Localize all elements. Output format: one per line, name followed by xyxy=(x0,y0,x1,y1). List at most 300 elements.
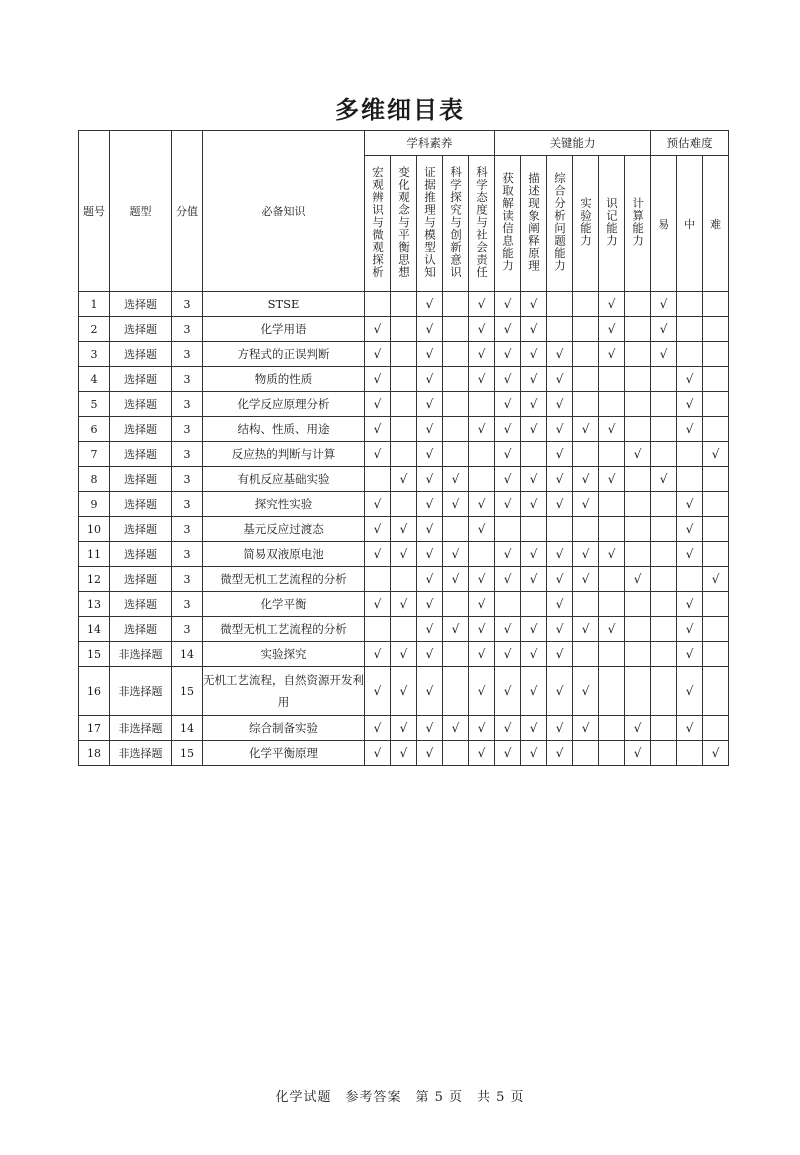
empty-cell xyxy=(599,741,625,766)
header-literacy-2 xyxy=(391,156,417,292)
check-mark: √ xyxy=(599,467,625,492)
check-mark: √ xyxy=(547,542,573,567)
check-mark: √ xyxy=(677,592,703,617)
empty-cell xyxy=(625,392,651,417)
check-mark: √ xyxy=(625,716,651,741)
header-literacy-2-label: 变化观念与平衡思想 xyxy=(397,165,411,279)
check-mark: √ xyxy=(469,617,495,642)
check-mark: √ xyxy=(417,567,443,592)
empty-cell xyxy=(443,592,469,617)
check-mark: √ xyxy=(599,317,625,342)
empty-cell xyxy=(625,617,651,642)
empty-cell xyxy=(391,442,417,467)
cell-question-no: 8 xyxy=(79,467,110,492)
check-mark: √ xyxy=(521,492,547,517)
cell-score: 3 xyxy=(172,492,203,517)
empty-cell xyxy=(391,367,417,392)
check-mark: √ xyxy=(573,716,599,741)
cell-knowledge: 化学用语 xyxy=(203,317,365,342)
header-ability-3-label: 综合分析问题能力 xyxy=(553,172,568,272)
cell-score: 3 xyxy=(172,542,203,567)
check-mark: √ xyxy=(391,592,417,617)
header-ability-2 xyxy=(521,156,547,292)
empty-cell xyxy=(651,567,677,592)
header-ability-3 xyxy=(547,156,573,292)
check-mark: √ xyxy=(469,592,495,617)
header-literacy-4 xyxy=(443,156,469,292)
check-mark: √ xyxy=(521,417,547,442)
cell-knowledge: STSE xyxy=(203,292,365,317)
cell-knowledge: 无机工艺流程，自然资源开发利用 xyxy=(203,667,365,716)
check-mark: √ xyxy=(677,367,703,392)
empty-cell xyxy=(625,342,651,367)
header-score: 分值 xyxy=(172,131,203,292)
check-mark: √ xyxy=(469,342,495,367)
check-mark: √ xyxy=(521,642,547,667)
check-mark: √ xyxy=(677,392,703,417)
check-mark: √ xyxy=(677,642,703,667)
check-mark: √ xyxy=(599,292,625,317)
check-mark: √ xyxy=(495,617,521,642)
check-mark: √ xyxy=(417,667,443,716)
empty-cell xyxy=(625,642,651,667)
check-mark: √ xyxy=(521,567,547,592)
empty-cell xyxy=(625,517,651,542)
empty-cell xyxy=(391,492,417,517)
check-mark: √ xyxy=(417,467,443,492)
cell-question-no: 15 xyxy=(79,642,110,667)
cell-score: 3 xyxy=(172,417,203,442)
check-mark: √ xyxy=(651,292,677,317)
cell-question-type: 选择题 xyxy=(110,417,172,442)
table-row xyxy=(79,542,729,567)
cell-score: 14 xyxy=(172,642,203,667)
empty-cell xyxy=(391,392,417,417)
check-mark: √ xyxy=(391,542,417,567)
check-mark: √ xyxy=(521,741,547,766)
check-mark: √ xyxy=(547,492,573,517)
empty-cell xyxy=(391,317,417,342)
cell-score: 3 xyxy=(172,442,203,467)
check-mark: √ xyxy=(547,467,573,492)
check-mark: √ xyxy=(365,741,391,766)
empty-cell xyxy=(651,492,677,517)
cell-score: 3 xyxy=(172,567,203,592)
table-row xyxy=(79,317,729,342)
header-no: 题号 xyxy=(79,131,110,292)
empty-cell xyxy=(703,392,729,417)
empty-cell xyxy=(495,517,521,542)
check-mark: √ xyxy=(365,716,391,741)
table-row xyxy=(79,467,729,492)
cell-question-no: 5 xyxy=(79,392,110,417)
check-mark: √ xyxy=(677,716,703,741)
empty-cell xyxy=(651,667,677,716)
check-mark: √ xyxy=(547,342,573,367)
cell-question-no: 18 xyxy=(79,741,110,766)
check-mark: √ xyxy=(547,716,573,741)
table-row xyxy=(79,567,729,592)
table-row xyxy=(79,517,729,542)
empty-cell xyxy=(651,741,677,766)
cell-knowledge: 综合制备实验 xyxy=(203,716,365,741)
empty-cell xyxy=(651,417,677,442)
cell-knowledge: 方程式的正误判断 xyxy=(203,342,365,367)
check-mark: √ xyxy=(391,642,417,667)
empty-cell xyxy=(469,467,495,492)
check-mark: √ xyxy=(547,367,573,392)
empty-cell xyxy=(573,317,599,342)
cell-knowledge: 实验探究 xyxy=(203,642,365,667)
check-mark: √ xyxy=(625,567,651,592)
check-mark: √ xyxy=(703,442,729,467)
table-row xyxy=(79,716,729,741)
header-group-ability: 关键能力 xyxy=(495,131,651,156)
check-mark: √ xyxy=(391,517,417,542)
check-mark: √ xyxy=(365,442,391,467)
table-row xyxy=(79,741,729,766)
check-mark: √ xyxy=(365,592,391,617)
header-knowledge: 必备知识 xyxy=(203,131,365,292)
empty-cell xyxy=(573,367,599,392)
empty-cell xyxy=(625,292,651,317)
check-mark: √ xyxy=(495,367,521,392)
check-mark: √ xyxy=(547,567,573,592)
empty-cell xyxy=(443,317,469,342)
check-mark: √ xyxy=(469,417,495,442)
check-mark: √ xyxy=(521,542,547,567)
check-mark: √ xyxy=(469,642,495,667)
empty-cell xyxy=(443,741,469,766)
check-mark: √ xyxy=(677,667,703,716)
check-mark: √ xyxy=(495,417,521,442)
check-mark: √ xyxy=(469,492,495,517)
check-mark: √ xyxy=(495,492,521,517)
check-mark: √ xyxy=(573,467,599,492)
check-mark: √ xyxy=(573,667,599,716)
header-type: 题型 xyxy=(110,131,172,292)
empty-cell xyxy=(677,442,703,467)
cell-question-type: 选择题 xyxy=(110,617,172,642)
check-mark: √ xyxy=(547,592,573,617)
empty-cell xyxy=(443,517,469,542)
empty-cell xyxy=(703,367,729,392)
cell-score: 3 xyxy=(172,342,203,367)
check-mark: √ xyxy=(495,542,521,567)
header-ability-6-label: 计算能力 xyxy=(631,197,646,247)
check-mark: √ xyxy=(495,292,521,317)
empty-cell xyxy=(703,317,729,342)
cell-score: 3 xyxy=(172,317,203,342)
empty-cell xyxy=(625,367,651,392)
cell-question-type: 选择题 xyxy=(110,392,172,417)
empty-cell xyxy=(469,542,495,567)
check-mark: √ xyxy=(495,467,521,492)
cell-score: 14 xyxy=(172,716,203,741)
table-row xyxy=(79,667,729,716)
cell-question-type: 选择题 xyxy=(110,467,172,492)
check-mark: √ xyxy=(417,342,443,367)
check-mark: √ xyxy=(521,467,547,492)
cell-knowledge: 微型无机工艺流程的分析 xyxy=(203,567,365,592)
header-literacy-3-label: 证据推理与模型认知 xyxy=(423,165,437,279)
cell-score: 15 xyxy=(172,741,203,766)
check-mark: √ xyxy=(469,567,495,592)
cell-knowledge: 探究性实验 xyxy=(203,492,365,517)
header-difficulty-2-label: 中 xyxy=(684,217,696,231)
table-row xyxy=(79,442,729,467)
empty-cell xyxy=(703,592,729,617)
table-row xyxy=(79,367,729,392)
cell-question-type: 选择题 xyxy=(110,567,172,592)
cell-question-no: 16 xyxy=(79,667,110,716)
empty-cell xyxy=(599,592,625,617)
empty-cell xyxy=(547,517,573,542)
cell-score: 3 xyxy=(172,617,203,642)
cell-question-no: 7 xyxy=(79,442,110,467)
empty-cell xyxy=(521,517,547,542)
check-mark: √ xyxy=(417,367,443,392)
empty-cell xyxy=(599,567,625,592)
cell-knowledge: 反应热的判断与计算 xyxy=(203,442,365,467)
empty-cell xyxy=(703,342,729,367)
table-row xyxy=(79,492,729,517)
empty-cell xyxy=(443,292,469,317)
check-mark: √ xyxy=(521,667,547,716)
specification-table xyxy=(78,130,729,766)
empty-cell xyxy=(469,442,495,467)
header-literacy-4-label: 科学探究与创新意识 xyxy=(449,165,463,279)
empty-cell xyxy=(391,567,417,592)
cell-question-no: 9 xyxy=(79,492,110,517)
empty-cell xyxy=(573,342,599,367)
cell-question-type: 选择题 xyxy=(110,492,172,517)
header-literacy-1 xyxy=(365,156,391,292)
check-mark: √ xyxy=(521,367,547,392)
empty-cell xyxy=(391,342,417,367)
empty-cell xyxy=(599,667,625,716)
empty-cell xyxy=(703,617,729,642)
check-mark: √ xyxy=(469,317,495,342)
check-mark: √ xyxy=(495,442,521,467)
empty-cell xyxy=(365,617,391,642)
check-mark: √ xyxy=(365,517,391,542)
check-mark: √ xyxy=(703,567,729,592)
table-row xyxy=(79,342,729,367)
empty-cell xyxy=(521,442,547,467)
check-mark: √ xyxy=(417,716,443,741)
cell-question-no: 14 xyxy=(79,617,110,642)
empty-cell xyxy=(651,442,677,467)
cell-score: 3 xyxy=(172,367,203,392)
empty-cell xyxy=(625,467,651,492)
cell-question-type: 选择题 xyxy=(110,517,172,542)
empty-cell xyxy=(677,741,703,766)
empty-cell xyxy=(703,492,729,517)
header-difficulty-1 xyxy=(651,156,677,292)
empty-cell xyxy=(599,492,625,517)
cell-question-type: 选择题 xyxy=(110,367,172,392)
empty-cell xyxy=(625,667,651,716)
empty-cell xyxy=(703,417,729,442)
check-mark: √ xyxy=(521,617,547,642)
check-mark: √ xyxy=(417,442,443,467)
page-title: 多维细目表 xyxy=(335,96,465,124)
cell-knowledge: 微型无机工艺流程的分析 xyxy=(203,617,365,642)
empty-cell xyxy=(573,292,599,317)
check-mark: √ xyxy=(365,317,391,342)
check-mark: √ xyxy=(469,292,495,317)
empty-cell xyxy=(365,292,391,317)
empty-cell xyxy=(703,517,729,542)
empty-cell xyxy=(651,617,677,642)
empty-cell xyxy=(443,667,469,716)
empty-cell xyxy=(573,442,599,467)
empty-cell xyxy=(573,741,599,766)
check-mark: √ xyxy=(495,642,521,667)
check-mark: √ xyxy=(495,342,521,367)
check-mark: √ xyxy=(677,417,703,442)
empty-cell xyxy=(703,467,729,492)
empty-cell xyxy=(651,542,677,567)
empty-cell xyxy=(391,292,417,317)
table-row xyxy=(79,642,729,667)
check-mark: √ xyxy=(495,667,521,716)
check-mark: √ xyxy=(365,642,391,667)
check-mark: √ xyxy=(625,442,651,467)
cell-question-no: 2 xyxy=(79,317,110,342)
empty-cell xyxy=(651,517,677,542)
table-row xyxy=(79,592,729,617)
empty-cell xyxy=(651,642,677,667)
check-mark: √ xyxy=(547,442,573,467)
check-mark: √ xyxy=(443,617,469,642)
check-mark: √ xyxy=(469,367,495,392)
table-row xyxy=(79,417,729,442)
header-ability-5 xyxy=(599,156,625,292)
header-ability-2-label: 描述现象阐释原理 xyxy=(527,172,542,272)
header-ability-4 xyxy=(573,156,599,292)
empty-cell xyxy=(573,392,599,417)
cell-question-no: 1 xyxy=(79,292,110,317)
empty-cell xyxy=(443,342,469,367)
header-difficulty-2 xyxy=(677,156,703,292)
check-mark: √ xyxy=(677,517,703,542)
cell-question-type: 选择题 xyxy=(110,342,172,367)
check-mark: √ xyxy=(365,417,391,442)
empty-cell xyxy=(443,642,469,667)
check-mark: √ xyxy=(391,716,417,741)
cell-question-type: 非选择题 xyxy=(110,667,172,716)
check-mark: √ xyxy=(521,317,547,342)
empty-cell xyxy=(677,467,703,492)
empty-cell xyxy=(573,642,599,667)
cell-knowledge: 有机反应基础实验 xyxy=(203,467,365,492)
check-mark: √ xyxy=(365,542,391,567)
check-mark: √ xyxy=(417,542,443,567)
check-mark: √ xyxy=(495,567,521,592)
empty-cell xyxy=(625,542,651,567)
cell-question-type: 选择题 xyxy=(110,442,172,467)
cell-knowledge: 化学平衡原理 xyxy=(203,741,365,766)
empty-cell xyxy=(443,442,469,467)
header-ability-1-label: 获取解读信息能力 xyxy=(501,172,516,272)
check-mark: √ xyxy=(651,467,677,492)
check-mark: √ xyxy=(573,417,599,442)
cell-question-no: 4 xyxy=(79,367,110,392)
header-difficulty-3-label: 难 xyxy=(710,217,722,231)
check-mark: √ xyxy=(573,617,599,642)
check-mark: √ xyxy=(417,642,443,667)
empty-cell xyxy=(547,292,573,317)
check-mark: √ xyxy=(365,667,391,716)
table-row xyxy=(79,617,729,642)
check-mark: √ xyxy=(547,392,573,417)
header-literacy-1-label: 宏观辨识与微观探析 xyxy=(371,165,385,279)
cell-question-no: 10 xyxy=(79,517,110,542)
empty-cell xyxy=(703,642,729,667)
empty-cell xyxy=(677,567,703,592)
check-mark: √ xyxy=(365,342,391,367)
check-mark: √ xyxy=(521,392,547,417)
empty-cell xyxy=(573,592,599,617)
check-mark: √ xyxy=(417,492,443,517)
check-mark: √ xyxy=(443,467,469,492)
header-literacy-5-label: 科学态度与社会责任 xyxy=(475,165,490,279)
header-ability-6 xyxy=(625,156,651,292)
check-mark: √ xyxy=(599,542,625,567)
check-mark: √ xyxy=(547,667,573,716)
cell-question-type: 选择题 xyxy=(110,542,172,567)
check-mark: √ xyxy=(547,642,573,667)
check-mark: √ xyxy=(651,317,677,342)
check-mark: √ xyxy=(417,317,443,342)
check-mark: √ xyxy=(521,342,547,367)
table-row xyxy=(79,392,729,417)
check-mark: √ xyxy=(599,617,625,642)
empty-cell xyxy=(365,467,391,492)
check-mark: √ xyxy=(443,716,469,741)
empty-cell xyxy=(443,392,469,417)
check-mark: √ xyxy=(417,417,443,442)
check-mark: √ xyxy=(573,542,599,567)
check-mark: √ xyxy=(521,716,547,741)
check-mark: √ xyxy=(391,741,417,766)
check-mark: √ xyxy=(599,342,625,367)
cell-question-no: 12 xyxy=(79,567,110,592)
header-group-literacy: 学科素养 xyxy=(365,131,495,156)
page-footer: 化学试题 参考答案 第 5 页 共 5 页 xyxy=(275,1090,525,1105)
cell-question-no: 6 xyxy=(79,417,110,442)
check-mark: √ xyxy=(547,417,573,442)
check-mark: √ xyxy=(391,467,417,492)
check-mark: √ xyxy=(417,592,443,617)
header-literacy-3 xyxy=(417,156,443,292)
cell-knowledge: 化学平衡 xyxy=(203,592,365,617)
empty-cell xyxy=(651,367,677,392)
check-mark: √ xyxy=(417,517,443,542)
check-mark: √ xyxy=(521,292,547,317)
table-row xyxy=(79,292,729,317)
check-mark: √ xyxy=(365,392,391,417)
empty-cell xyxy=(521,592,547,617)
empty-cell xyxy=(625,417,651,442)
empty-cell xyxy=(651,392,677,417)
check-mark: √ xyxy=(469,517,495,542)
cell-score: 3 xyxy=(172,392,203,417)
table-body xyxy=(79,292,729,766)
cell-score: 3 xyxy=(172,292,203,317)
